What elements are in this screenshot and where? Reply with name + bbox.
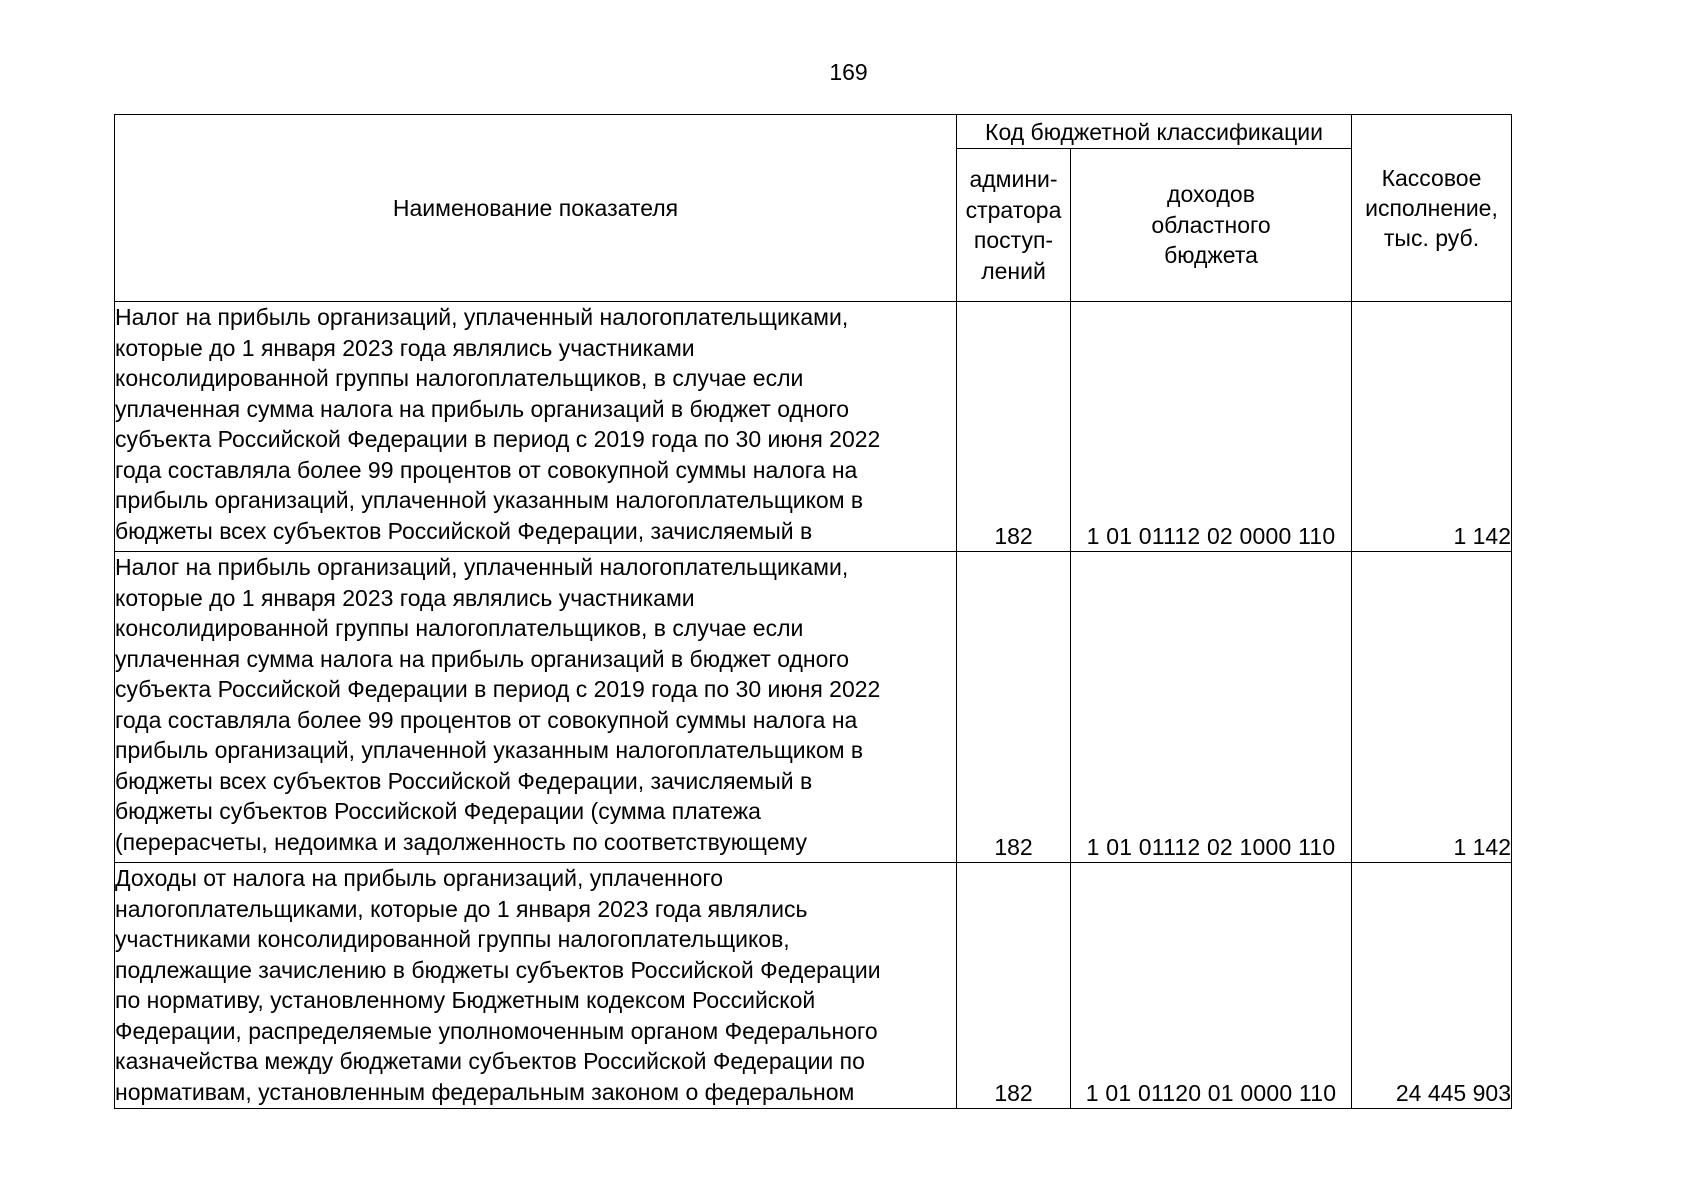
table-body [115, 302, 1512, 1109]
header-cash: Кассовое исполнение, тыс. руб. [1352, 115, 1512, 302]
header-code-group: Код бюджетной классификации [957, 115, 1352, 149]
row-income-code: 1 01 01120 01 0000 110 [1071, 863, 1352, 1109]
table-row [115, 863, 1512, 1109]
table-row [115, 552, 1512, 863]
row-name: Налог на прибыль организаций, уплаченный налогоплательщиками, которые до 1 января 2023 года являлись участниками консолидированной группы налогоплательщиков, в случае если уплаченная сумма налога на прибыль организаций в бюджет одного субъекта Российской Федерации в период с 2019 года по 30 июня 2022 года составляла более 99 процентов от совокупной суммы налога на прибыль организаций, уплаченной указанным налогоплательщиком в бюджеты всех субъектов Российской Федерации, зачисляемый в бюджеты субъектов Российской Федерации (сумма платежа (перерасчеты, недоимка и задолженность по соответствующему [115, 552, 957, 863]
row-admin-code: 182 [957, 552, 1071, 863]
header-name: Наименование показателя [115, 115, 957, 302]
table-row [115, 302, 1512, 552]
table-header [115, 115, 1512, 302]
row-amount: 1 142 [1352, 552, 1512, 863]
row-name: Налог на прибыль организаций, уплаченный налогоплательщиками, которые до 1 января 2023 года являлись участниками консолидированной группы налогоплательщиков, в случае если уплаченная сумма налога на прибыль организаций в бюджет одного субъекта Российской Федерации в период с 2019 года по 30 июня 2022 года составляла более 99 процентов от совокупной суммы налога на прибыль организаций, уплаченной указанным налогоплательщиком в бюджеты всех субъектов Российской Федерации, зачисляемый в [115, 302, 957, 552]
header-income: доходов областного бюджета [1071, 149, 1352, 302]
row-name: Доходы от налога на прибыль организаций, уплаченного налогоплательщиками, которые до 1 января 2023 года являлись участниками консолидированной группы налогоплательщиков, подлежащие зачислению в бюджеты субъектов Российской Федерации по нормативу, установленному Бюджетным кодексом Российской Федерации, распределяемые уполномоченным органом Федерального казначейства между бюджетами субъектов Российской Федерации по нормативам, установленным федеральным законом о федеральном [115, 863, 957, 1109]
row-admin-code: 182 [957, 302, 1071, 552]
budget-table [114, 114, 1512, 1109]
row-income-code: 1 01 01112 02 0000 110 [1071, 302, 1352, 552]
row-income-code: 1 01 01112 02 1000 110 [1071, 552, 1352, 863]
row-admin-code: 182 [957, 863, 1071, 1109]
page-number: 169 [829, 59, 868, 85]
row-amount: 1 142 [1352, 302, 1512, 552]
header-admin: админи- стратора поступ- лений [957, 149, 1071, 302]
row-amount: 24 445 903 [1352, 863, 1512, 1109]
